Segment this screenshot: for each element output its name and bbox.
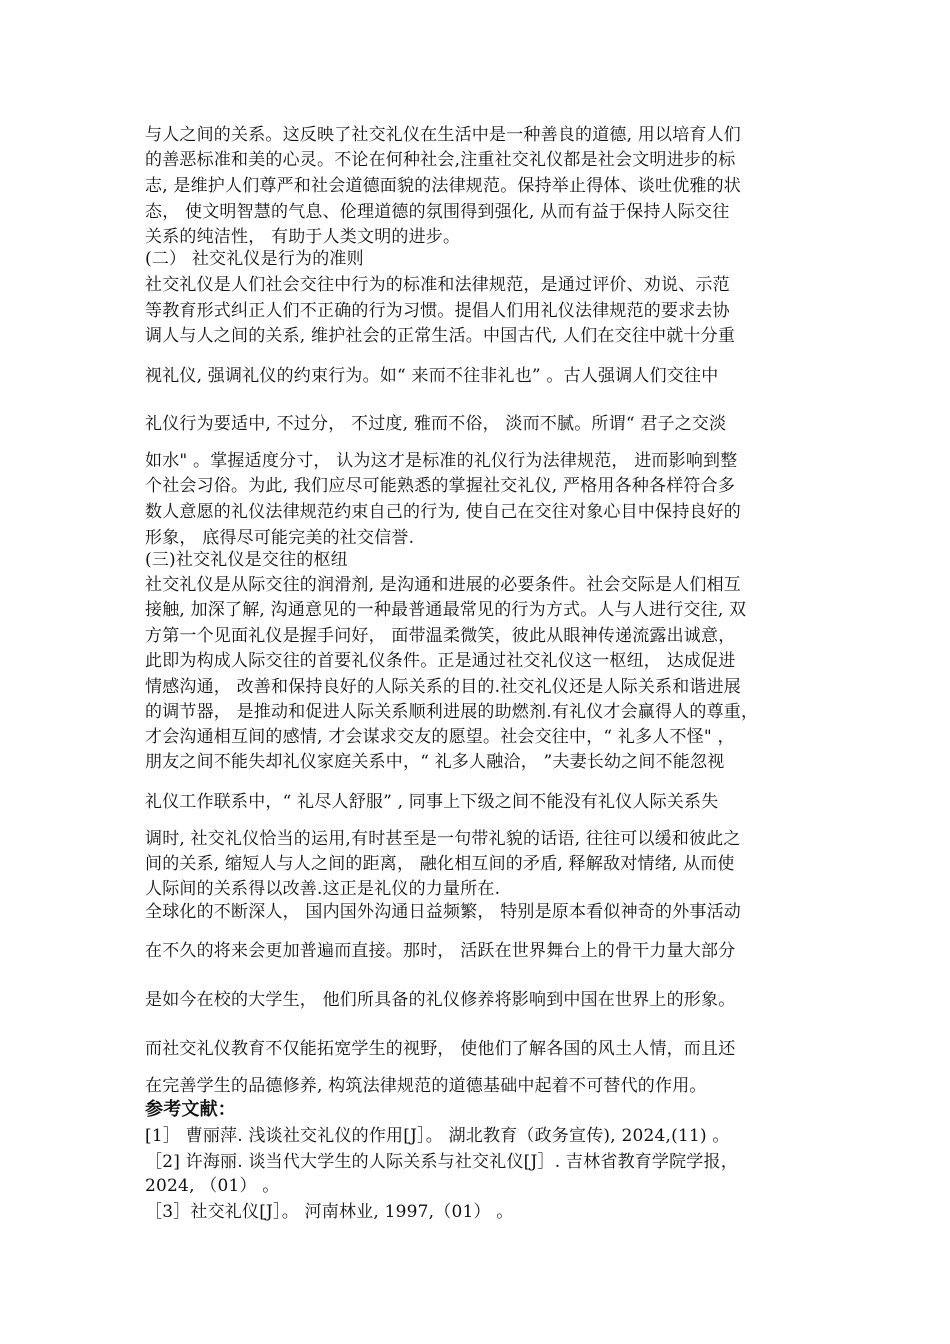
body-line: 个社会习俗。为此, 我们应尽可能熟悉的掌握社交礼仪, 严格用各种各样符合多 [145, 476, 736, 496]
body-line: 社交礼仪是人们社会交往中行为的标准和法律规范，是通过评价、劝说、示范 [145, 275, 730, 295]
body-line: 情感沟通， 改善和保持良好的人际关系的目的.社交礼仪还是人际关系和谐进展 [145, 677, 742, 697]
body-line: 如水" 。掌握适度分寸， 认为这才是标准的礼仪行为法律规范， 进而影响到整 [145, 451, 738, 471]
body-line: 而社交礼仪教育不仅能拓宽学生的视野， 使他们了解各国的风土人情，而且还 [145, 1039, 736, 1059]
reference-item-continued: 2024, （01） 。 [145, 1176, 280, 1196]
body-line: 形象， 底得尽可能完美的社交信誉. [145, 528, 415, 548]
reference-item: ［3］社交礼仪[J］。 河南林业, 1997,（01） 。 [145, 1202, 514, 1222]
body-line: 在不久的将来会更加普遍而直接。那时， 活跃在世界舞台上的骨干力量大部分 [145, 941, 736, 961]
body-line: 等教育形式纠正人们不正确的行为习惯。提倡人们用礼仪法律规范的要求去协 [145, 301, 730, 321]
body-line: 与人之间的关系。这反映了社交礼仪在生活中是一种善良的道德, 用以培育人们 [145, 125, 742, 145]
section-heading-2: (二） 社交礼仪是行为的准则 [145, 249, 364, 269]
body-line: 间的关系, 缩短人与人之间的距离， 融化相互间的矛盾, 释解敌对情绪, 从而使 [145, 854, 735, 874]
body-line: 此即为构成人际交往的首要礼仪条件。正是通过社交礼仪这一枢纽， 达成促进 [145, 651, 736, 671]
body-line: 社交礼仪是从际交往的润滑剂, 是沟通和进展的必要条件。社会交际是人们相互 [145, 575, 742, 595]
body-line: 调时, 社交礼仪恰当的运用,有时甚至是一句带礼貌的话语, 往往可以缓和彼此之 [145, 829, 741, 849]
body-line: 的调节器， 是推动和促进人际关系顺利进展的助燃剂.有礼仪才会赢得人的尊重， [145, 702, 759, 722]
body-line: 方第一个见面礼仪是握手问好， 面带温柔微笑，彼此从眼神传递流露出诚意， [145, 626, 736, 646]
body-line: 志, 是维护人们尊严和社会道德面貌的法律规范。保持举止得体、谈吐优雅的状 [145, 176, 742, 196]
section-heading-3: (三)社交礼仪是交往的枢纽 [145, 550, 348, 570]
body-line: 在完善学生的品德修养, 构筑法律规范的道德基础中起着不可替代的作用。 [145, 1076, 707, 1096]
body-line: 视礼仪, 强调礼仪的约束行为。如“ 来而不往非礼也” 。古人强调人们交往中 [145, 366, 719, 386]
body-line: 数人意愿的礼仪法律规范约束自己的行为, 使自己在交往对象心目中保持良好的 [145, 502, 742, 522]
body-line: 朋友之间不能失却礼仪家庭关系中，“ 礼多人融洽， ”夫妻长幼之间不能忽视 [145, 752, 725, 772]
body-line: 礼仪行为要适中, 不过分， 不过度, 雅而不俗， 淡而不腻。所谓“ 君子之交淡 [145, 414, 727, 434]
body-line: 调人与人之间的关系, 维护社会的正常生活。中国古代, 人们在交往中就十分重 [145, 326, 736, 346]
body-line: 人际间的关系得以改善.这正是礼仪的力量所在. [145, 879, 501, 899]
body-line: 才会沟通相互间的感情, 才会谋求交友的愿望。社会交往中，“ 礼多人不怪" ， [145, 727, 735, 747]
body-line: 是如今在校的大学生， 他们所具备的礼仪修养将影响到中国在世界上的形象。 [145, 990, 736, 1010]
body-line: 关系的纯洁性， 有助于人类文明的进步。 [145, 227, 461, 247]
body-line: 的善恶标准和美的心灵。不论在何种社会,注重社交礼仪都是社会文明进步的标 [145, 150, 736, 170]
body-line: 礼仪工作联系中，“ 礼尽人舒服” , 同事上下级之间不能没有礼仪人际关系失 [145, 792, 719, 812]
body-line: 全球化的不断深人， 国内国外沟通日益频繁， 特别是原本看似神奇的外事活动 [145, 902, 742, 922]
reference-item: [1］ 曹丽萍. 浅谈社交礼仪的作用[J］。 湖北教育（政务宣传), 2024,(11) 。 [145, 1126, 730, 1146]
body-line: 接触, 加深了解, 沟通意见的一种最普通最常见的行为方式。人与人进行交往, 双 [145, 600, 747, 620]
references-heading: 参考文献： [145, 1099, 236, 1120]
body-line: 态， 使文明智慧的气息、伦理道德的氛围得到强化, 从而有益于保持人际交往 [145, 202, 730, 222]
reference-item: ［2] 许海丽. 谈当代大学生的人际关系与社交礼仪[J］. 吉林省教育学院学报， [145, 1152, 738, 1172]
